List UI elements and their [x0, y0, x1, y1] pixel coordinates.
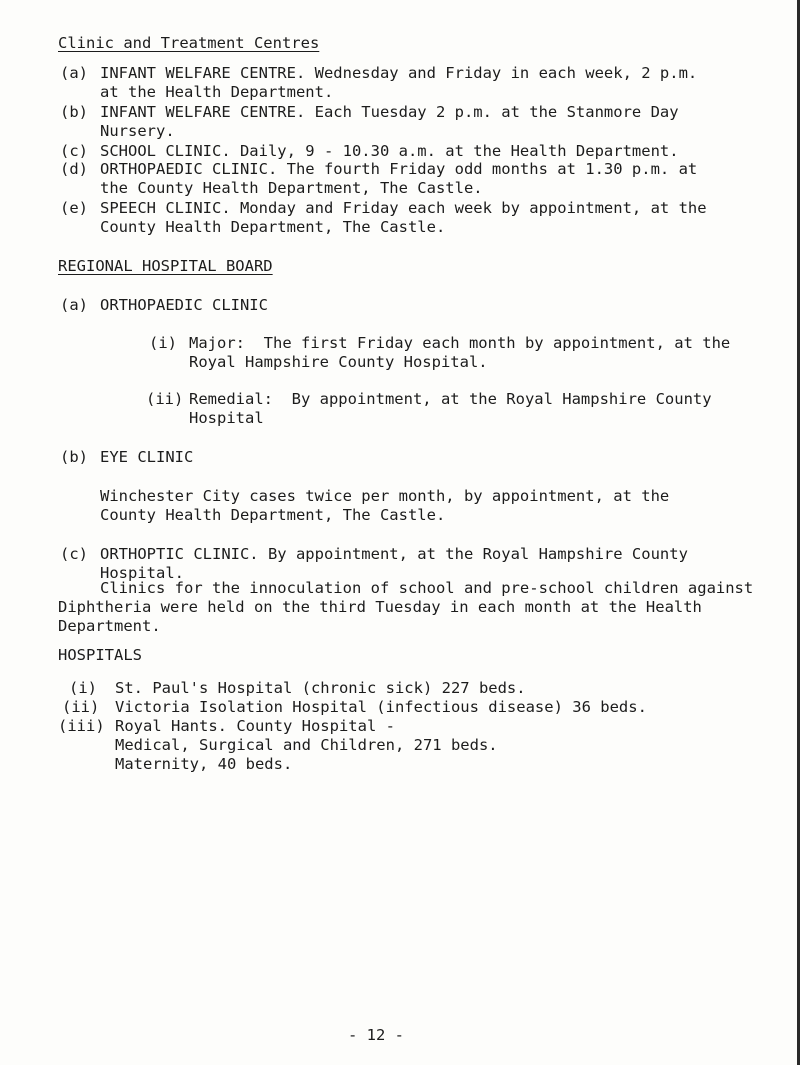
regional-b-line1: Winchester City cases twice per month, by appointment, at the — [100, 487, 670, 505]
clinic-c-line1: SCHOOL CLINIC. Daily, 9 - 10.30 a.m. at the Health Department. — [100, 142, 679, 160]
hospital-i-label: (i) — [69, 679, 97, 697]
regional-a-ii-line1: Remedial: By appointment, at the Royal Hampshire County — [189, 390, 712, 408]
hospital-iii-label: (iii) — [58, 717, 105, 735]
regional-a-i-line2: Royal Hampshire County Hospital. — [189, 353, 488, 371]
hospital-i-text: St. Paul's Hospital (chronic sick) 227 beds. — [115, 679, 526, 697]
clinic-e-label: (e) — [60, 199, 88, 217]
clinic-b-label: (b) — [60, 103, 88, 121]
regional-c-line1: ORTHOPTIC CLINIC. By appointment, at the Royal Hampshire County — [100, 545, 688, 563]
regional-a-i-line1: Major: The first Friday each month by appointment, at the — [189, 334, 731, 352]
clinic-a-line1: INFANT WELFARE CENTRE. Wednesday and Friday in each week, 2 p.m. — [100, 64, 698, 82]
page-number: - 12 - — [348, 1026, 404, 1044]
page-title: Clinic and Treatment Centres — [58, 34, 320, 52]
immunisation-line1: Clinics for the innoculation of school and pre-school children against — [100, 579, 754, 597]
immunisation-line3: Department. — [58, 617, 161, 635]
regional-a-ii-label: (ii) — [146, 390, 184, 408]
regional-c-label: (c) — [60, 545, 88, 563]
hospital-iii-line1: Royal Hants. County Hospital - — [115, 717, 395, 735]
clinic-d-label: (d) — [60, 160, 88, 178]
regional-b-label: (b) — [60, 448, 88, 466]
regional-a-label: (a) — [60, 296, 88, 314]
regional-a-i-label: (i) — [149, 334, 177, 352]
regional-a-ii-line2: Hospital — [189, 409, 264, 427]
regional-b-line2: County Health Department, The Castle. — [100, 506, 446, 524]
hospital-ii-label: (ii) — [62, 698, 100, 716]
immunisation-line2: Diphtheria were held on the third Tuesday in each month at the Health — [58, 598, 702, 616]
regional-a-title: ORTHOPAEDIC CLINIC — [100, 296, 268, 314]
clinic-e-line2: County Health Department, The Castle. — [100, 218, 446, 236]
hospitals-heading: HOSPITALS — [58, 646, 142, 664]
clinic-e-line1: SPEECH CLINIC. Monday and Friday each week by appointment, at the — [100, 199, 707, 217]
clinic-d-line1: ORTHOPAEDIC CLINIC. The fourth Friday odd months at 1.30 p.m. at — [100, 160, 698, 178]
hospital-ii-text: Victoria Isolation Hospital (infectious disease) 36 beds. — [115, 698, 647, 716]
hospital-iii-line3: Maternity, 40 beds. — [115, 755, 293, 773]
clinic-c-label: (c) — [60, 142, 88, 160]
regional-b-title: EYE CLINIC — [100, 448, 194, 466]
clinic-a-label: (a) — [60, 64, 88, 82]
regional-c-line2: Hospital. — [100, 564, 184, 582]
clinic-b-line2: Nursery. — [100, 122, 175, 140]
hospital-iii-line2: Medical, Surgical and Children, 271 beds. — [115, 736, 498, 754]
clinic-a-line2: at the Health Department. — [100, 83, 334, 101]
clinic-b-line1: INFANT WELFARE CENTRE. Each Tuesday 2 p.m. at the Stanmore Day — [100, 103, 679, 121]
clinic-d-line2: the County Health Department, The Castle. — [100, 179, 483, 197]
regional-heading: REGIONAL HOSPITAL BOARD — [58, 257, 273, 275]
